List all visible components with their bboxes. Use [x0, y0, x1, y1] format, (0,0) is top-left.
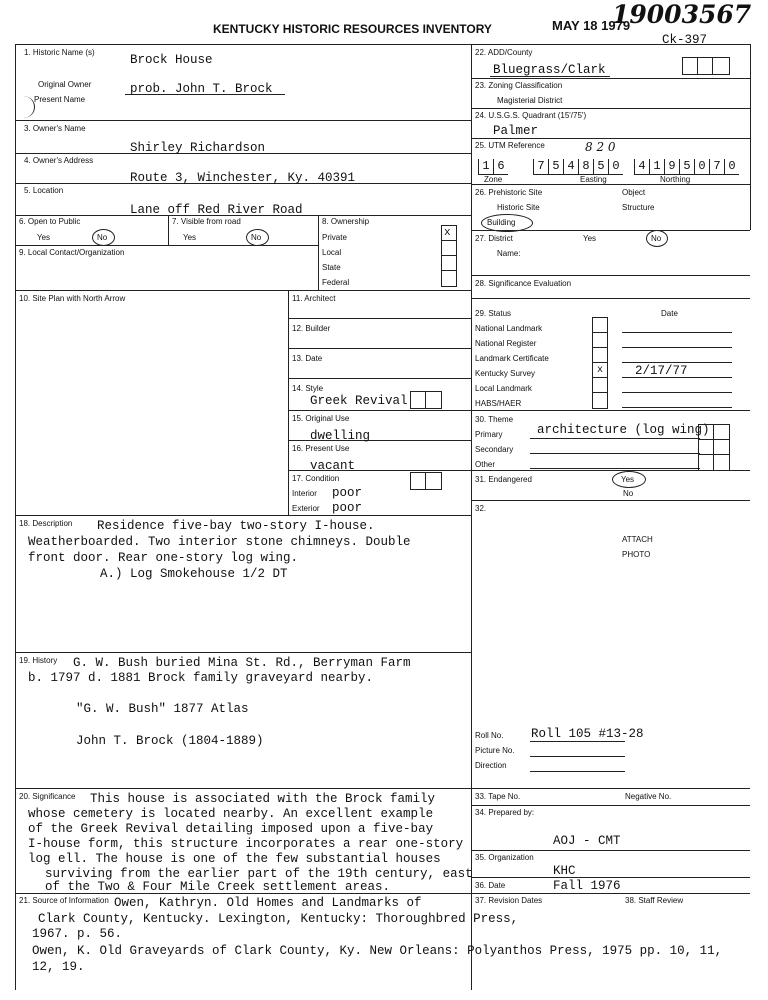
builder-label: 12. Builder	[292, 324, 331, 333]
history-line-3: "G. W. Bush" 1877 Atlas	[76, 702, 249, 716]
history-label: 19. History	[19, 656, 58, 665]
exterior-value: poor	[332, 501, 363, 515]
add-county-value: Bluegrass/Clark	[493, 63, 606, 77]
attach-label: ATTACH	[622, 535, 653, 544]
description-line-2: Weatherboarded. Two interior stone chimneys. Double	[28, 535, 411, 549]
building-label: Building	[487, 218, 516, 227]
utm-digit: 7	[533, 159, 548, 175]
source-line-4: Owen, K. Old Graveyards of Clark County, Ky. New Orleans: Polyanthos Press, 1975 pp. 10, 11,	[32, 944, 723, 958]
description-line-4: A.) Log Smokehouse 1/2 DT	[100, 567, 288, 581]
open-to-public-yes: Yes	[37, 233, 51, 242]
tape-no-label: 33. Tape No.	[475, 792, 521, 801]
original-owner-value: prob. John T. Brock	[130, 82, 273, 96]
owner-name-label: 3. Owner's Name	[24, 124, 86, 133]
utm-digit: 0	[694, 159, 709, 175]
status-national-register: National Register	[475, 339, 537, 348]
open-to-public-no: No	[97, 233, 108, 242]
theme-other-label: Other	[475, 460, 496, 469]
picture-no-label: Picture No.	[475, 746, 515, 755]
district-yes: Yes	[583, 234, 597, 243]
ownership-federal: Federal	[322, 278, 350, 287]
utm-correction: 8 2 0	[585, 140, 616, 154]
original-owner-label: Original Owner	[38, 80, 92, 89]
source-label: 21. Source of Information	[19, 896, 109, 905]
utm-digit: 7	[709, 159, 724, 175]
utm-digit: 5	[593, 159, 608, 175]
present-use-label: 16. Present Use	[292, 444, 350, 453]
historic-site-label: Historic Site	[497, 203, 540, 212]
prepared-by-value: AOJ - CMT	[553, 834, 621, 848]
district-no: No	[651, 234, 662, 243]
owner-address-label: 4. Owner's Address	[24, 156, 94, 165]
district-label: 27. District	[475, 234, 513, 243]
form-code: Ck-397	[662, 33, 708, 47]
architect-label: 11. Architect	[292, 294, 336, 303]
date-prepared-label: 36. Date	[475, 881, 506, 890]
organization-value: KHC	[553, 864, 576, 878]
theme-primary-value: architecture (log wing)	[537, 423, 710, 437]
status-kentucky-date: 2/17/77	[635, 364, 688, 378]
style-label: 14. Style	[292, 384, 324, 393]
owner-name-value: Shirley Richardson	[130, 141, 266, 155]
source-line-5: 12, 19.	[32, 960, 85, 974]
open-to-public-label: 6. Open to Public	[19, 217, 81, 226]
theme-secondary-label: Secondary	[475, 445, 514, 454]
status-habs-haer: HABS/HAER	[475, 399, 522, 408]
structure-label: Structure	[622, 203, 655, 212]
significance-label: 20. Significance	[19, 792, 76, 801]
location-value: Lane off Red River Road	[130, 203, 303, 217]
source-line-2: Clark County, Kentucky. Lexington, Kentucky: Thoroughbred Press,	[38, 912, 519, 926]
utm-digit: 9	[664, 159, 679, 175]
original-use-value: dwelling	[310, 429, 371, 443]
significance-line-2: whose cemetery is located nearby. An excellent example	[28, 807, 434, 821]
staff-review-label: 38. Staff Review	[625, 896, 684, 905]
present-use-value: vacant	[310, 459, 356, 473]
status-kentucky-mark: x	[597, 365, 604, 376]
roll-no-value: Roll 105 #13-28	[531, 727, 644, 741]
description-label: 18. Description	[19, 519, 73, 528]
utm-digit: 8	[578, 159, 593, 175]
utm-digit: 5	[679, 159, 694, 175]
owner-address-value: Route 3, Winchester, Ky. 40391	[130, 171, 356, 185]
organization-label: 35. Organization	[475, 853, 534, 862]
condition-label: 17. Condition	[292, 474, 340, 483]
style-value: Greek Revival	[310, 394, 408, 408]
history-line-1: G. W. Bush buried Mina St. Rd., Berryman Farm	[73, 656, 411, 670]
photo-field-label: 32.	[475, 504, 487, 513]
significance-evaluation-label: 28. Significance Evaluation	[475, 279, 572, 288]
utm-northing-label: Northing	[660, 175, 691, 184]
historic-name-value: Brock House	[130, 53, 213, 67]
endangered-label: 31. Endangered	[475, 475, 532, 484]
history-line-4: John T. Brock (1804-1889)	[76, 734, 264, 748]
status-label: 29. Status	[475, 309, 512, 318]
utm-reference-label: 25. UTM Reference	[475, 141, 545, 150]
ownership-local: Local	[322, 248, 342, 257]
interior-value: poor	[332, 486, 363, 500]
status-kentucky-survey: Kentucky Survey	[475, 369, 536, 378]
significance-line-5: log ell. The house is one of the few substantial houses	[28, 852, 441, 866]
status-local-landmark: Local Landmark	[475, 384, 532, 393]
significance-line-3: of the Greek Revival detailing imposed upon a five-bay	[28, 822, 434, 836]
theme-label: 30. Theme	[475, 415, 514, 424]
ownership-state: State	[322, 263, 341, 272]
utm-digit: 0	[724, 159, 739, 175]
exterior-label: Exterior	[292, 504, 320, 513]
significance-line-4: I-house form, this structure incorporates a rear one-story	[28, 837, 464, 851]
utm-digit: 0	[608, 159, 623, 175]
visible-from-road-label: 7. Visible from road	[172, 217, 241, 226]
history-line-2: b. 1797 d. 1881 Brock family graveyard nearby.	[28, 671, 374, 685]
add-county-label: 22. ADD/County	[475, 48, 533, 57]
roll-no-label: Roll No.	[475, 731, 504, 740]
status-landmark-certificate: Landmark Certificate	[475, 354, 549, 363]
date-label: 13. Date	[292, 354, 323, 363]
usgs-quadrant-value: Palmer	[493, 124, 539, 138]
description-line-1: Residence five-bay two-story I-house.	[97, 519, 375, 533]
magisterial-district-label: Magisterial District	[497, 96, 563, 105]
visible-from-road-yes: Yes	[183, 233, 197, 242]
received-date-stamp: MAY 18 1979	[552, 18, 631, 33]
location-label: 5. Location	[24, 186, 64, 195]
utm-digit: 6	[493, 159, 508, 175]
ownership-private: Private	[322, 233, 347, 242]
status-national-landmark: National Landmark	[475, 324, 543, 333]
original-use-label: 15. Original Use	[292, 414, 350, 423]
present-name-label: Present Name	[34, 95, 86, 104]
significance-line-1: This house is associated with the Brock family	[90, 792, 436, 806]
utm-digit: 1	[649, 159, 664, 175]
district-name-label: Name:	[497, 249, 521, 258]
status-date-label: Date	[661, 309, 678, 318]
significance-line-7: of the Two & Four Mile Creek settlement areas.	[45, 880, 391, 894]
prehistoric-site-label: 26. Prehistoric Site	[475, 188, 543, 197]
interior-label: Interior	[292, 489, 317, 498]
utm-digit: 4	[634, 159, 649, 175]
source-line-1: Owen, Kathryn. Old Homes and Landmarks of	[114, 896, 422, 910]
date-prepared-value: Fall 1976	[553, 879, 621, 893]
endangered-yes: Yes	[621, 475, 635, 484]
site-plan-label: 10. Site Plan with North Arrow	[19, 294, 126, 303]
zoning-label: 23. Zoning Classification	[475, 81, 563, 90]
utm-digit: 1	[478, 159, 493, 175]
visible-from-road-no: No	[251, 233, 262, 242]
handwritten-number: 19003567	[612, 0, 752, 29]
description-line-3: front door. Rear one-story log wing.	[28, 551, 299, 565]
endangered-no: No	[623, 489, 634, 498]
direction-label: Direction	[475, 761, 507, 770]
object-label: Object	[622, 188, 646, 197]
utm-zone-label: Zone	[484, 175, 503, 184]
negative-no-label: Negative No.	[625, 792, 672, 801]
photo-label: PHOTO	[622, 550, 651, 559]
historic-name-label: 1. Historic Name (s)	[24, 48, 95, 57]
ownership-private-mark: x	[444, 227, 451, 239]
prepared-by-label: 34. Prepared by:	[475, 808, 535, 817]
utm-easting-label: Easting	[580, 175, 607, 184]
local-contact-label: 9. Local Contact/Organization	[19, 248, 125, 257]
significance-line-6: surviving from the earlier part of the 19th century, east	[45, 867, 473, 881]
ownership-label: 8. Ownership	[322, 217, 370, 226]
usgs-quadrant-label: 24. U.S.G.S. Quadrant (15'/75')	[475, 111, 587, 120]
source-line-3: 1967. p. 56.	[32, 927, 123, 941]
utm-digit: 4	[563, 159, 578, 175]
revision-dates-label: 37. Revision Dates	[475, 896, 543, 905]
form-title: KENTUCKY HISTORIC RESOURCES INVENTORY	[213, 22, 492, 36]
utm-digit: 5	[548, 159, 563, 175]
theme-primary-label: Primary	[475, 430, 503, 439]
